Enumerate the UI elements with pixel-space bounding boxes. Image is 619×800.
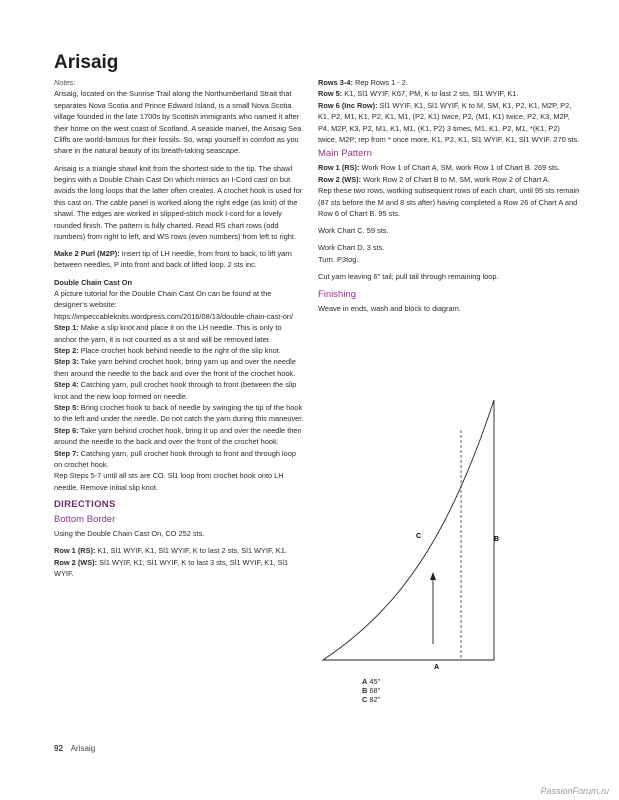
- step-text: Make a slip knot and place it on the LH needle. This is only to anchor the yarn, it is not counted as a st and will be removed later.: [54, 323, 282, 344]
- legend-key: C: [362, 695, 368, 704]
- page-footer: [54, 744, 95, 753]
- main-pattern-heading: Main Pattern: [318, 148, 372, 160]
- work-chart-d: Work Chart D. 3 sts.: [318, 243, 385, 253]
- m2p-label: Make 2 Purl (M2P):: [54, 249, 120, 259]
- schematic-svg: [318, 390, 518, 670]
- row-label: Row 6 (Inc Row):: [318, 100, 378, 110]
- label-b: B: [494, 536, 500, 543]
- right-column: [318, 77, 580, 320]
- row-label: Row 1 (RS):: [318, 163, 360, 173]
- step-1: [54, 322, 304, 345]
- legend-value: 68": [369, 686, 381, 695]
- row-label: Row 5:: [318, 89, 343, 99]
- row-text: K1, Sl1 WYIF, K1, Sl1 WYIF, K to last 2 sts, Sl1 WYIF, K1.: [95, 546, 287, 556]
- row-label: Rows 3-4:: [318, 78, 353, 87]
- finishing-text: Weave in ends, wash and block to diagram.: [318, 304, 461, 314]
- legend-row-c: [362, 695, 380, 704]
- row-text: Work Row 2 of Chart B to M, SM, work Row 2 of Chart A.: [361, 174, 550, 184]
- legend-value: 45": [369, 677, 381, 686]
- row-6: [318, 100, 580, 146]
- row-label: Row 2 (WS):: [318, 174, 362, 184]
- legend-row-a: [362, 677, 380, 686]
- arrow-head-icon: [430, 572, 436, 580]
- step-3: [54, 356, 304, 379]
- step-text: Catching yarn, pull crochet hook through to front (between the slip knot and the new loop formed on needle.: [54, 380, 297, 401]
- step-label: Step 4:: [54, 380, 79, 390]
- row-text: Sl1 WYIF, K1, Sl1 WYIF, K to M, SM, K1, P2, K1, M2P, P2, K1, P2, M1, K1, P2, K1, M1, (P2, K1) twice, P2, (M1, K1) twice, P2, K3, M2P, P4, M2P, K3, P2, M1, K1, M1, (K1, P2) 3 times, M1, K1, P2, M1, *(K1, P2) twice, M2P; rep from * once more, K1, P2, K1, Sl1 WYIF, K1, Sl1 WYIF. 270 sts.: [318, 100, 580, 145]
- step-text: Bring crochet hook to back of needle by swinging the tip of the hook to the left and under the needle. Do not catch the yarn during this maneuver.: [54, 403, 304, 424]
- legend-value: 82": [369, 695, 381, 704]
- m2p-text: Insert tip of LH needle, from front to back, to lift yarn between needles, P into front and back of lifted loop. 2 sts inc.: [54, 249, 292, 270]
- step-label: Step 5:: [54, 403, 79, 413]
- step-label: Step 3:: [54, 357, 79, 367]
- legend-key: A: [362, 677, 368, 686]
- step-text: Take yarn behind crochet hook, bring it up and over the needle then around the needle to the back and over the front of the crochet hook.: [54, 425, 302, 447]
- legend-key: B: [362, 686, 368, 695]
- row-label: Row 1 (RS):: [54, 546, 96, 556]
- step-2: [54, 345, 304, 356]
- label-a: A: [434, 664, 440, 670]
- step-label: Step 1:: [54, 323, 79, 333]
- page-title: Arisaig: [54, 52, 119, 73]
- main-row-2: [318, 174, 580, 185]
- step-label: Step 2:: [54, 346, 79, 355]
- row-text: Work Row 1 of Chart A, SM, work Row 1 of Chart B. 269 sts.: [359, 163, 560, 173]
- turn-p3tog: Turn. P3tog.: [318, 254, 359, 264]
- rows-3-4: [318, 77, 580, 88]
- step-7: [54, 448, 304, 471]
- schematic-diagram: [318, 390, 518, 670]
- step-4: [54, 379, 304, 402]
- shawl-outline: [323, 400, 494, 660]
- legend-row-b: [362, 686, 380, 695]
- steps-repeat: Rep Steps 5-7 until all sts are CO. Sl1 loop from crochet hook onto LH needle. Remove initial slip knot.: [54, 471, 284, 492]
- page-number: 92: [54, 744, 63, 753]
- bottom-border-row-2: [54, 557, 304, 580]
- label-c: C: [416, 533, 422, 540]
- notes-paragraph-2: Arisaig is a triangle shawl knit from the shortest side to the tip. The shawl begins with a Double Chain Cast On which mimics an I-Cord cast on but avoids the long loops that the latter often creates. A crochet hook is used for this cast on. The cable panel is worked along the right edge (as knit) of the shawl. The edges are worked in slipped-stitch mock I-cord for a lovely rounded finish. The pattern is fully charted. Read RS chart rows (odd numbers) from right to left, and WS rows (even numbers) from left to right.: [54, 163, 303, 241]
- step-label: Step 6:: [54, 425, 79, 435]
- work-chart-c: Work Chart C. 59 sts.: [318, 226, 389, 236]
- notes-paragraph-1: Arisaig, located on the Sunrise Trail along the Northumberland Strait that separates Nova Scotia and Prince Edward Island, is a small Nova Scotia village founded in the late 1700s by Scottish immigrants who named it after their home on the west coast of Scotland. A seaside marvel, the Arisaig Sea Cliffs are world-famous for their fossils. So, wrap yourself in comfort as you share in the natural beauty of its breath-taking seascape.: [54, 89, 302, 156]
- step-label: Step 7:: [54, 448, 79, 458]
- row-5: [318, 88, 580, 99]
- notes-label: Notes:: [54, 78, 76, 87]
- finishing-heading: Finishing: [318, 289, 357, 301]
- watermark: PassionForum.ru: [540, 786, 609, 796]
- step-6: [54, 425, 304, 448]
- row-text: K1, Sl1 WYIF, K67, PM, K to last 2 sts, Sl1 WYIF, K1.: [342, 89, 519, 99]
- step-5: [54, 402, 304, 425]
- dcco-intro: A picture tutorial for the Double Chain Cast On can be found at the designer's website: https://impeccableknits.wordpress.com/2016/08/13/double-chain-cast-on/: [54, 288, 294, 321]
- main-repeat: Rep these two rows, working subsequent rows of each chart, until 95 sts remain (87 sts before the M and 8 sts after) having completed a Row 26 of Chart A and Row 6 of Chart B. 95 sts.: [318, 186, 580, 219]
- cut-yarn: Cut yarn leaving 6" tail; pull tail through remaining loop.: [318, 271, 499, 281]
- row-label: Row 2 (WS):: [54, 557, 98, 567]
- left-column: [54, 77, 304, 580]
- bottom-border-intro: Using the Double Chain Cast On, CO 252 sts.: [54, 529, 205, 539]
- bottom-border-heading: Bottom Border: [54, 514, 116, 526]
- main-row-1: [318, 162, 580, 173]
- step-text: Take yarn behind crochet hook, bring yarn up and over the needle then around the needle to the back and over the front of the crochet hook.: [54, 357, 296, 378]
- row-text: Rep Rows 1 - 2.: [352, 78, 408, 87]
- bottom-border-row-1: [54, 545, 304, 556]
- step-text: Catching yarn, pull crochet hook through to front and through loop on crochet hook.: [54, 448, 296, 470]
- step-text: Place crochet hook behind needle to the right of the slip knot.: [78, 346, 281, 355]
- footer-title: Arisaig: [70, 744, 96, 753]
- m2p-definition: [54, 248, 304, 271]
- row-text: Sl1 WYIF, K1, Sl1 WYIF, K to last 3 sts, Sl1 WYIF, K1, Sl1 WYIF.: [54, 557, 289, 579]
- directions-heading: DIRECTIONS: [54, 499, 116, 511]
- measurements-legend: [362, 677, 380, 704]
- dcco-heading: Double Chain Cast On: [54, 277, 133, 287]
